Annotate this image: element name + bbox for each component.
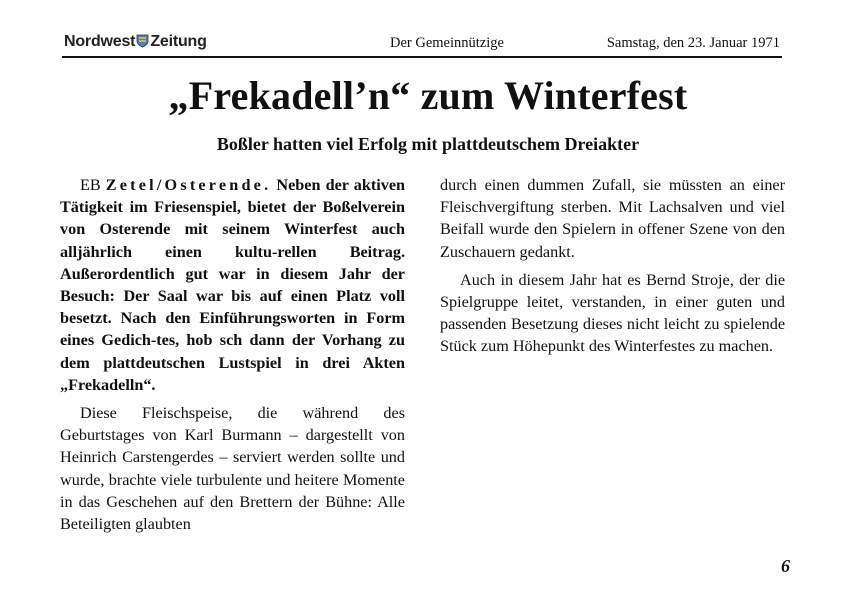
masthead-left: Nordwest — [64, 33, 136, 50]
lead-paragraph — [60, 174, 405, 396]
dateline-prefix: EB — [80, 176, 101, 194]
article-headline: „Frekadell’n“ zum Winterfest — [168, 73, 688, 118]
masthead-right: Zeitung — [150, 33, 207, 50]
article-subheadline: Boßler hatten viel Erfolg mit plattdeutschem Dreiakter — [216, 134, 640, 154]
dateline-place: Zetel/Osterende. — [105, 176, 272, 194]
newspaper-header — [62, 30, 782, 58]
paragraph-2: Diese Fleischspeise, die während des Geburtstages von Karl Burmann – dargestellt von Heinrich Carstengerdes – serviert werden sollte und wurde, brachte viele turbulente und heitere Momente in das Geschehen auf den Brettern der Bühne: Alle Beteiligten glaubten — [60, 404, 405, 534]
lead-text: Neben der aktiven Tätigkeit im Friesenspiel, bietet der Boßelverein von Osterende mit seinem Winterfest auch alljährlich einen kultu-rellen Beitrag. Außerordentlich gut war in diesem Jahr der Besuch: Der Saal war bis auf einen Platz voll besetzt. Nach den Einführungsworten in Form eines Gedich-tes, hob sch dann der Vorhang zu dem plattdeutschen Lustspiel in drei Akten „Frekadelln“. — [60, 176, 406, 394]
paragraph-2-continued: durch einen dummen Zufall, sie müssten an einer Fleischvergiftung sterben. Mit Lachsalven und viel Beifall wurde den Spielern in offener Szene von den Zuschauern gedankt. — [440, 176, 785, 261]
article-column-left — [60, 174, 405, 541]
article-column-right — [440, 174, 785, 364]
paragraph-3: Auch in diesem Jahr hat es Bernd Stroje, der die Spielgruppe leitet, verstanden, in einer guten und passenden Besetzung dieses nicht leicht zu spielende Stück zum Höhepunkt des Winterfestes zu machen. — [440, 270, 785, 356]
crest-icon — [136, 34, 149, 48]
masthead-logo — [64, 33, 207, 51]
page-number: 6 — [781, 556, 790, 576]
issue-date: Samstag, den 23. Januar 1971 — [606, 35, 780, 51]
section-title: Der Gemeinnützige — [390, 35, 504, 51]
